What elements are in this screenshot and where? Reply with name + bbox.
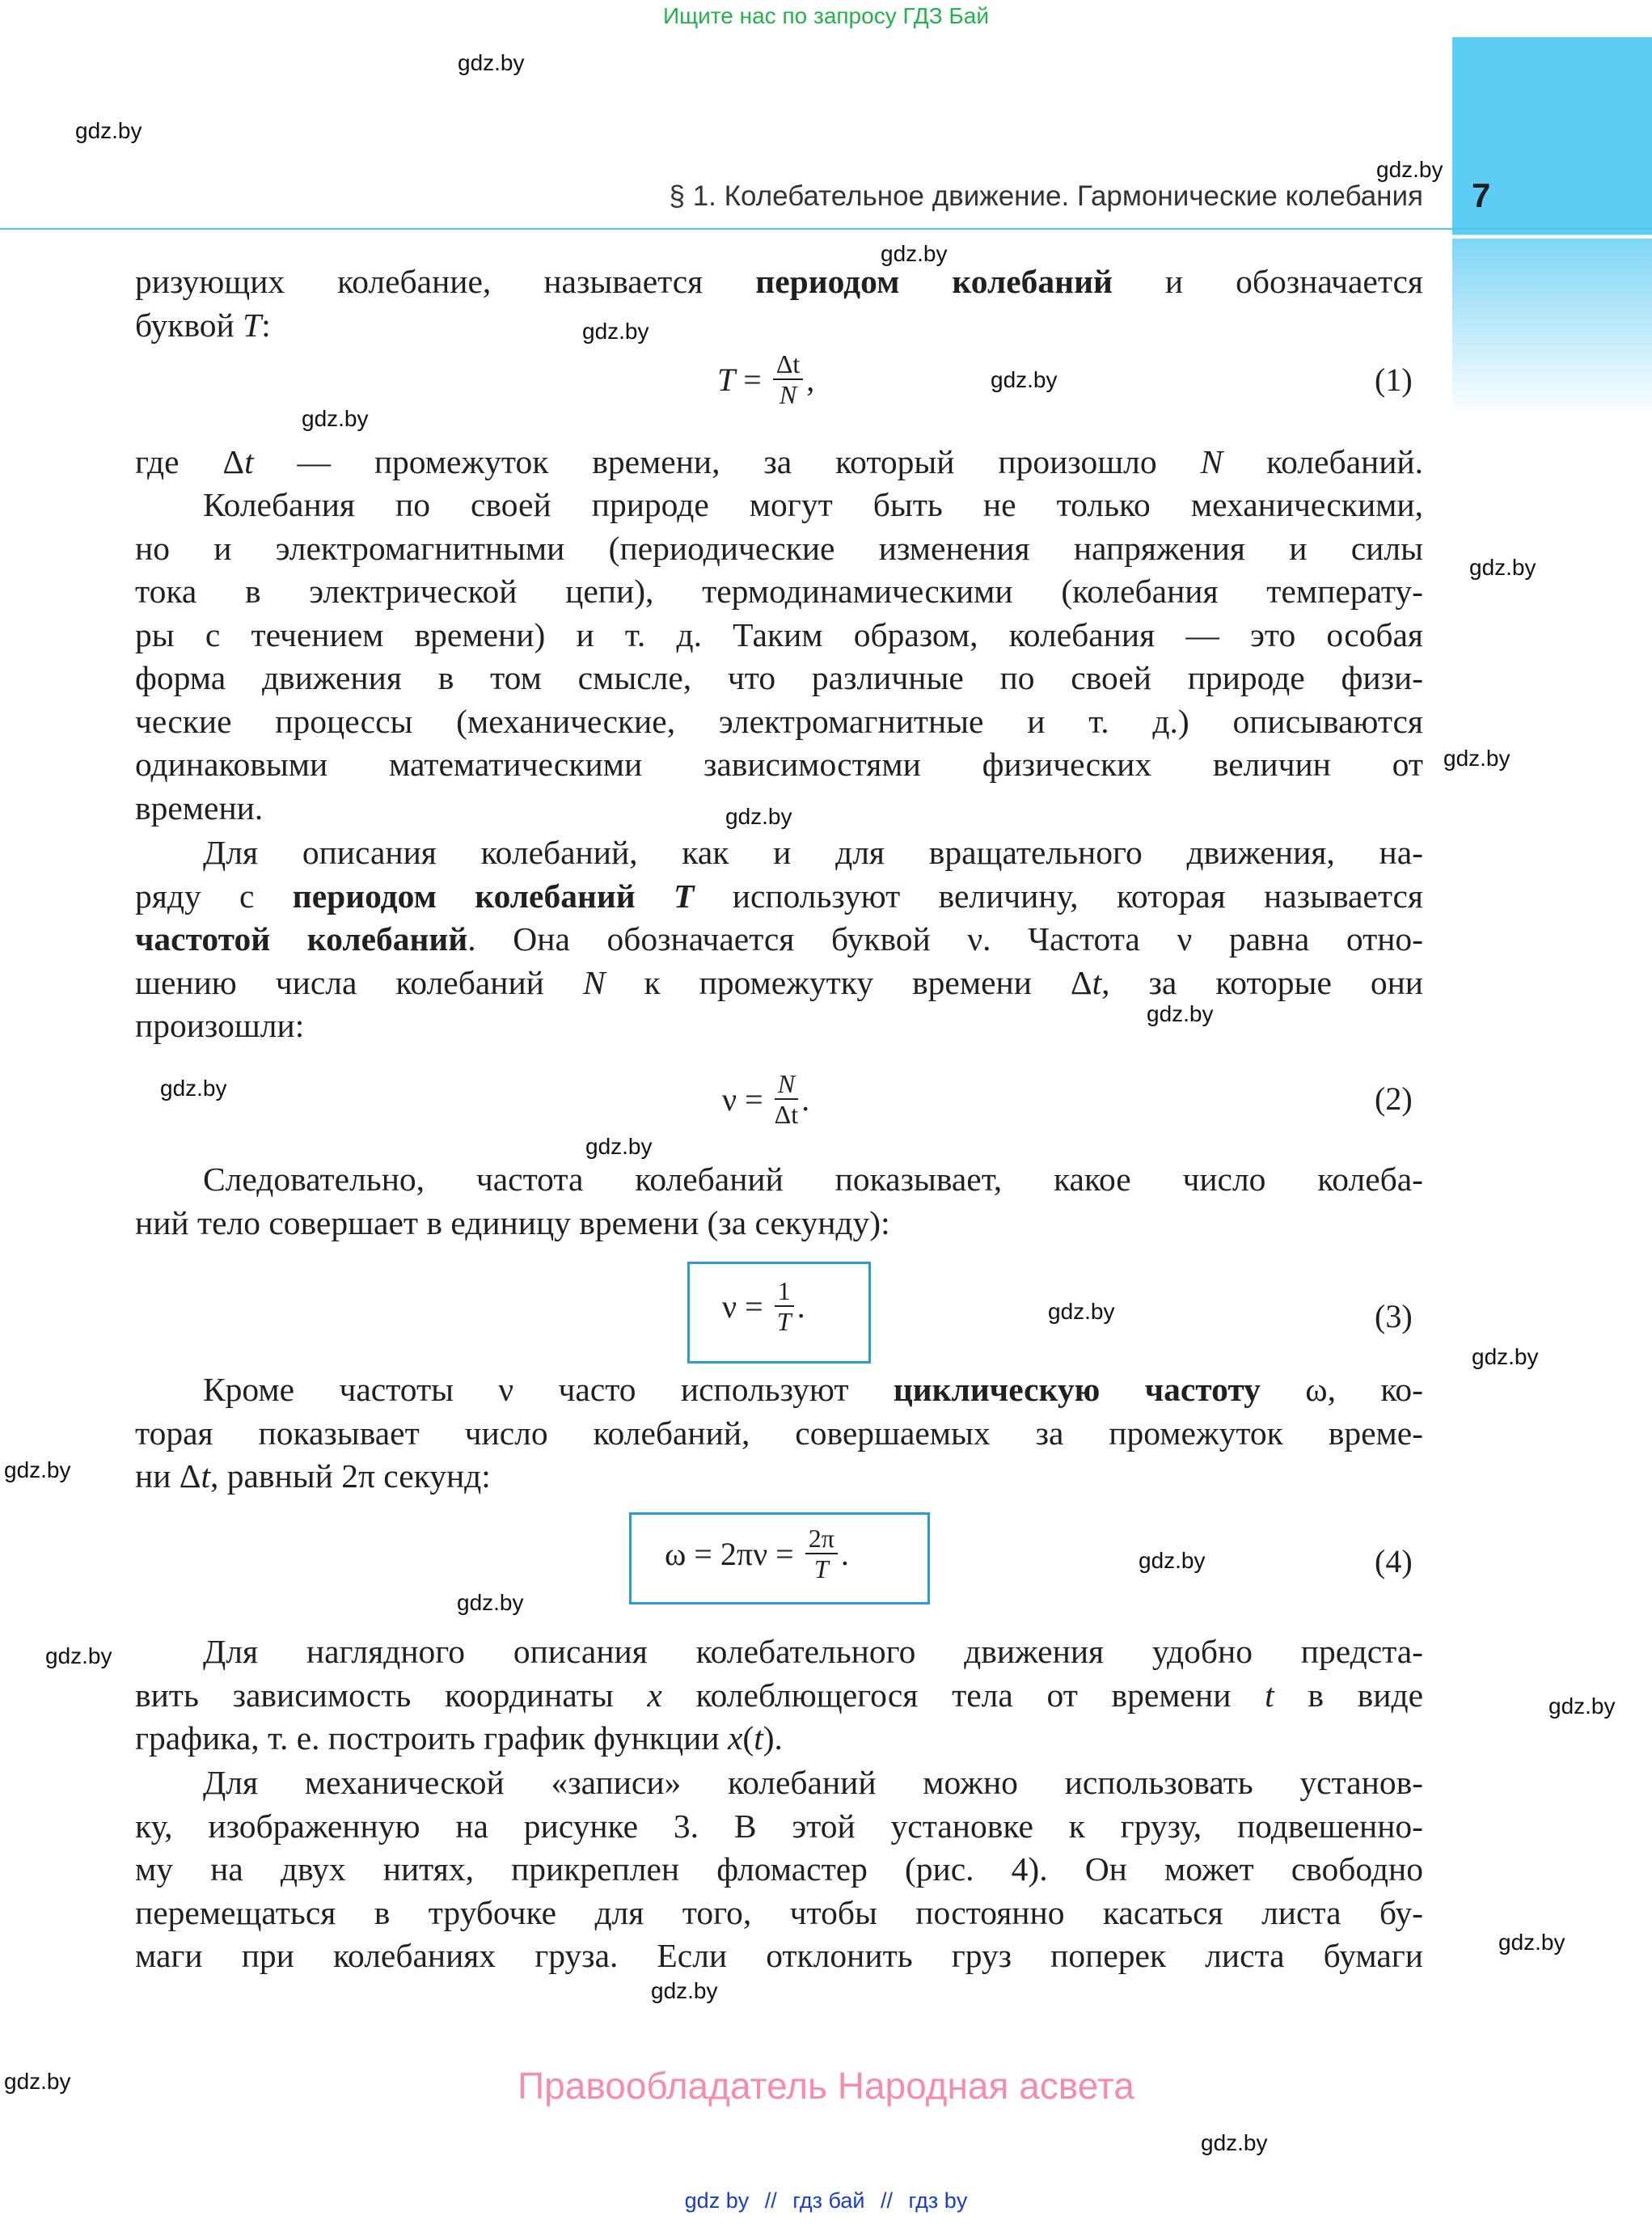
watermark: gdz.by — [1147, 1001, 1214, 1026]
paragraph-line: Для наглядного описания колебательного движения удобно предста- — [203, 1633, 1423, 1670]
paragraph-5 — [135, 1158, 1423, 1245]
equation-number-4: (4) — [1375, 1543, 1413, 1579]
paragraph-line: перемещаться в трубочке для того, чтобы постоянно касаться листа бу- — [135, 1893, 1423, 1931]
watermark: gdz.by — [881, 241, 948, 266]
paragraph-3 — [135, 484, 1423, 830]
paragraph-line: но и электромагнитными (периодические изменения напряжения и силы — [135, 529, 1423, 567]
paragraph-line: ры с течением времени) и т. д. Таким образом, колебания — это особая — [135, 615, 1423, 653]
paragraph-line: графика, т. е. построить график функции x(t). — [135, 1719, 783, 1757]
paragraph-line: Следовательно, частота колебаний показывает, какое число колеба- — [203, 1161, 1423, 1198]
paragraph-2 — [135, 441, 1423, 484]
paragraph-line: буквой T: — [135, 306, 271, 344]
watermark: gdz.by — [1469, 555, 1536, 580]
watermark: gdz.by — [1548, 1693, 1616, 1719]
watermark: gdz.by — [4, 2069, 71, 2094]
watermark: gdz.by — [651, 1978, 718, 2003]
equation-number-3: (3) — [1375, 1298, 1413, 1334]
watermark: gdz.by — [457, 1590, 524, 1615]
watermark: gdz.by — [458, 50, 525, 75]
watermark: gdz.by — [725, 804, 792, 829]
footer-link-gdz-bai[interactable]: гдз бай — [792, 2188, 865, 2213]
paragraph-line: ряду с периодом колебаний T используют величину, которая называется — [135, 877, 1423, 915]
equation-2: ν = $\frac{N}{\Delta t}$ . — [722, 1069, 810, 1129]
paragraph-line: частотой колебаний. Она обозначается буквой ν. Частота ν равна отно- — [135, 920, 1423, 958]
paragraph-7 — [135, 1630, 1423, 1761]
paragraph-line: одинаковыми математическими зависимостями физических величин от — [135, 746, 1423, 783]
watermark: gdz.by — [1376, 157, 1443, 182]
footer-link-gdz-by-cyr[interactable]: гдз by — [908, 2188, 968, 2213]
paragraph-line: Кроме частоты ν часто используют циклическую частоту ω, ко- — [203, 1371, 1423, 1408]
paragraph-line: маги при колебаниях груза. Если отклонить груз поперек листа бумаги — [135, 1937, 1423, 1974]
footer-links — [0, 2188, 1652, 2213]
paragraph-line: произошли: — [135, 1007, 305, 1044]
equation-4: ω = 2πν = $\frac{2\pi}{T}$ . — [665, 1524, 849, 1583]
paragraph-line: ческие процессы (механические, электромагнитные и т. д.) описываются — [135, 702, 1423, 740]
paragraph-8 — [135, 1761, 1423, 1978]
paragraph-line: му на двух нитях, прикреплен фломастер (рис. 4). Он может свободно — [135, 1850, 1423, 1888]
paragraph-line: шению числа колебаний N к промежутку времени Δt, за которые они — [135, 963, 1423, 1001]
paragraph-line: ни Δt, равный 2π секунд: — [135, 1457, 491, 1495]
watermark: gdz.by — [582, 319, 649, 344]
paragraph-4 — [135, 831, 1423, 1048]
top-banner[interactable]: Ищите нас по запросу ГДЗ Бай — [662, 3, 990, 28]
paragraph-line: времени. — [135, 789, 264, 827]
watermark: gdz.by — [1472, 1344, 1539, 1369]
watermark: gdz.by — [4, 1457, 71, 1482]
paragraph-line: Для описания колебаний, как и для вращательного движения, на- — [203, 834, 1423, 871]
watermark: gdz.by — [585, 1134, 653, 1159]
fraction: $\frac{N}{\Delta t}$ — [774, 1069, 799, 1129]
fraction: $\frac{\Delta t}{N}$ — [773, 349, 803, 409]
paragraph-line: ризующих колебание, называется периодом колебаний и обозначается — [135, 263, 1423, 300]
paragraph-line: вить зависимость координаты x колеблющегося тела от времени t в виде — [135, 1676, 1423, 1714]
side-color-strip — [1452, 37, 1652, 417]
watermark: gdz.by — [75, 118, 142, 143]
watermark: gdz.by — [45, 1643, 112, 1668]
page-number: 7 — [1472, 176, 1491, 214]
copyright-owner: Правообладатель Народная асвета — [518, 2065, 1134, 2107]
watermark: gdz.by — [1498, 1930, 1565, 1955]
footer-separator: // — [881, 2188, 894, 2213]
watermark: gdz.by — [1201, 2130, 1268, 2155]
paragraph-line: торая показывает число колебаний, совершаемых за промежуток време- — [135, 1414, 1423, 1452]
paragraph-line: форма движения в том смысле, что различные по своей природе физи- — [135, 659, 1423, 696]
footer-separator: // — [764, 2188, 777, 2213]
equation-number-1: (1) — [1375, 362, 1413, 398]
watermark: gdz.by — [160, 1076, 227, 1101]
equation-1: T = $\frac{\Delta t}{N}$ , — [717, 349, 815, 409]
footer-link-gdz-by[interactable]: gdz by — [684, 2188, 750, 2213]
fraction: $\frac{1}{T}$ — [775, 1276, 794, 1336]
paragraph-6 — [135, 1368, 1423, 1499]
watermark: gdz.by — [1139, 1548, 1206, 1573]
watermark: gdz.by — [991, 367, 1058, 392]
watermark: gdz.by — [302, 406, 369, 431]
paragraph-line: Колебания по своей природе могут быть не только механическими, — [203, 486, 1423, 523]
paragraph-line: ний тело совершает в единицу времени (за секунду): — [135, 1203, 890, 1241]
equation-number-2: (2) — [1375, 1080, 1413, 1117]
equation-3: ν = $\frac{1}{T}$ . — [722, 1276, 805, 1336]
running-header-title: § 1. Колебательное движение. Гармонические колебания — [669, 180, 1423, 212]
fraction: $\frac{2\pi}{T}$ — [805, 1524, 838, 1583]
watermark: gdz.by — [1048, 1299, 1115, 1324]
paragraph-line: ку, изображенную на рисунке 3. В этой установке к грузу, подвешенно- — [135, 1807, 1423, 1845]
watermark: gdz.by — [1443, 746, 1510, 771]
paragraph-1 — [135, 260, 1423, 347]
header-rule — [0, 228, 1652, 230]
paragraph-line: тока в электрической цепи), термодинамическими (колебания температу- — [135, 573, 1423, 610]
paragraph-line: где Δt — промежуток времени, за который произошло N колебаний. — [135, 443, 1423, 480]
paragraph-line: Для механической «записи» колебаний можно использовать установ- — [203, 1764, 1423, 1801]
